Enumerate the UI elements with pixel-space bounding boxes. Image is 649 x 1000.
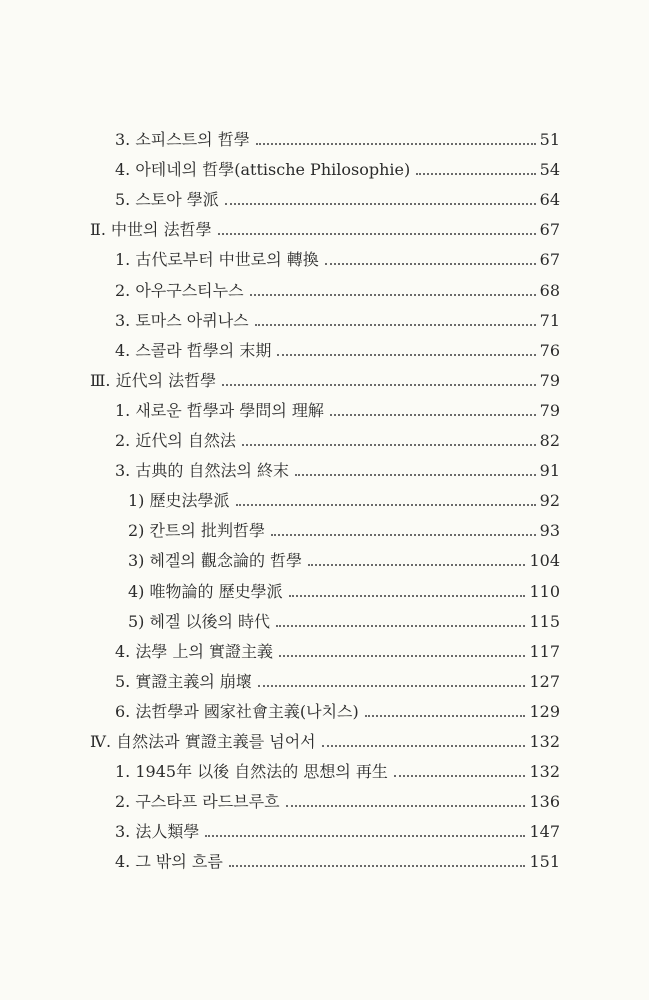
toc-entry	[128, 602, 560, 632]
toc-page-number: 132	[529, 762, 560, 782]
toc-page-number: 67	[539, 250, 560, 270]
toc-page-number: 91	[539, 461, 560, 481]
toc-entry-title: Ⅲ. 近代의 法哲學	[90, 370, 217, 390]
toc-page-number: 51	[539, 130, 560, 149]
toc-entry	[128, 481, 560, 511]
toc-entry	[115, 812, 560, 842]
toc-page-number: 64	[539, 190, 560, 210]
toc-entry	[115, 331, 560, 361]
toc-leader-dots	[205, 834, 525, 837]
toc-page-number: 132	[529, 732, 560, 751]
toc-leader-dots	[308, 563, 525, 566]
toc-entry-title: 1) 歷史法學派	[128, 491, 230, 511]
toc-entry	[115, 271, 560, 301]
toc-entry-title: 4. 그 밖의 흐름	[115, 852, 223, 872]
toc-page-number: 67	[539, 220, 560, 240]
toc-leader-dots	[271, 533, 536, 536]
toc-entry	[115, 451, 560, 481]
toc-entry	[128, 572, 560, 602]
toc-entry	[115, 301, 560, 331]
toc-entry	[90, 361, 560, 391]
toc-leader-dots	[279, 654, 525, 657]
toc-entry	[115, 391, 560, 421]
toc-page-number: 110	[529, 581, 560, 601]
toc-entry	[90, 722, 560, 752]
toc-page-number: 136	[529, 792, 560, 812]
toc-page-number: 104	[529, 551, 560, 571]
toc-entry-title: Ⅳ. 自然法과 實證主義를 넘어서	[90, 732, 316, 751]
toc-leader-dots	[295, 473, 536, 476]
toc-page-number: 117	[529, 641, 560, 661]
toc-entry-title: 3) 헤겔의 觀念論的 哲學	[128, 551, 303, 571]
toc-leader-dots	[225, 202, 536, 205]
toc-entry-title: 5. 스토아 學派	[115, 190, 219, 210]
toc-entry	[115, 180, 560, 210]
toc-leader-dots	[277, 353, 535, 356]
toc-leader-dots	[242, 443, 536, 446]
toc-page-number: 92	[539, 491, 560, 511]
toc-entry-title: 4) 唯物論的 歷史學派	[128, 581, 283, 601]
toc-leader-dots	[394, 774, 526, 777]
toc-leader-dots	[255, 323, 536, 326]
toc-page-number: 129	[529, 701, 560, 721]
toc-entry-title: 3. 소피스트의 哲學	[115, 130, 250, 149]
toc-page-number: 127	[529, 671, 560, 691]
toc-leader-dots	[222, 383, 535, 386]
toc-entry-title: 5) 헤겔 以後의 時代	[128, 611, 271, 631]
toc-entry-title: 1. 1945年 以後 自然法的 思想의 再生	[115, 762, 388, 782]
toc-page-number: 71	[539, 310, 560, 330]
toc-entry	[90, 210, 560, 240]
toc-page-number: 82	[539, 431, 560, 450]
toc-entry-title: 2. 近代의 自然法	[115, 431, 236, 450]
toc-page-number: 147	[529, 822, 560, 842]
toc-leader-dots	[330, 413, 536, 416]
toc-entry	[115, 632, 560, 662]
toc-leader-dots	[416, 172, 535, 175]
toc-entry-title: 5. 實證主義의 崩壞	[115, 671, 252, 691]
toc-entry-title: 3. 古典的 自然法의 終末	[115, 461, 289, 481]
toc-entry-title: Ⅱ. 中世의 法哲學	[90, 220, 212, 240]
toc-leader-dots	[250, 293, 536, 296]
toc-entry-title: 2) 칸트의 批判哲學	[128, 521, 265, 541]
toc-entry-title: 3. 토마스 아퀴나스	[115, 310, 249, 330]
toc-leader-dots	[286, 804, 526, 807]
toc-page-number: 79	[539, 370, 560, 390]
toc-entry-title: 2. 아우구스티누스	[115, 280, 244, 300]
toc-leader-dots	[289, 594, 526, 597]
toc-entry	[115, 752, 560, 782]
toc-entry-title: 1. 새로운 哲學과 學問의 理解	[115, 400, 324, 420]
toc-entry	[115, 782, 560, 812]
toc-entry-title: 4. 아테네의 哲學(attische Philosophie)	[115, 160, 411, 180]
toc-entry	[115, 120, 560, 150]
toc-leader-dots	[256, 142, 536, 145]
toc-page-number: 115	[529, 611, 560, 631]
toc-entry-title: 4. 法學 上의 實證主義	[115, 641, 273, 661]
toc-entry-title: 1. 古代로부터 中世로의 轉換	[115, 250, 319, 270]
toc-page-number: 79	[539, 400, 560, 420]
toc-page-number: 151	[529, 852, 560, 872]
toc-leader-dots	[218, 232, 536, 235]
toc-leader-dots	[229, 864, 526, 867]
toc-leader-dots	[276, 624, 525, 627]
toc-page-number: 93	[539, 521, 560, 541]
toc-leader-dots	[236, 503, 536, 506]
toc-entry	[128, 511, 560, 541]
toc-page-number: 76	[539, 340, 560, 360]
toc-entry	[115, 240, 560, 270]
toc-entry	[115, 842, 560, 872]
toc-leader-dots	[365, 714, 526, 717]
toc-leader-dots	[322, 744, 526, 747]
toc-entry	[128, 541, 560, 571]
toc-leader-dots	[258, 684, 526, 687]
toc-entry-title: 6. 法哲學과 國家社會主義(나치스)	[115, 701, 359, 721]
toc-page-number: 54	[539, 160, 560, 180]
toc-entry	[115, 150, 560, 180]
toc-page-number: 68	[539, 280, 560, 300]
toc-entry-title: 3. 法人類學	[115, 822, 200, 842]
toc-entry-title: 4. 스콜라 哲學의 末期	[115, 340, 272, 360]
toc-entry	[115, 662, 560, 692]
toc-entry-title: 2. 구스타프 라드브루흐	[115, 792, 280, 812]
toc-entry	[115, 692, 560, 722]
toc-leader-dots	[325, 262, 536, 265]
toc-entry	[115, 421, 560, 451]
